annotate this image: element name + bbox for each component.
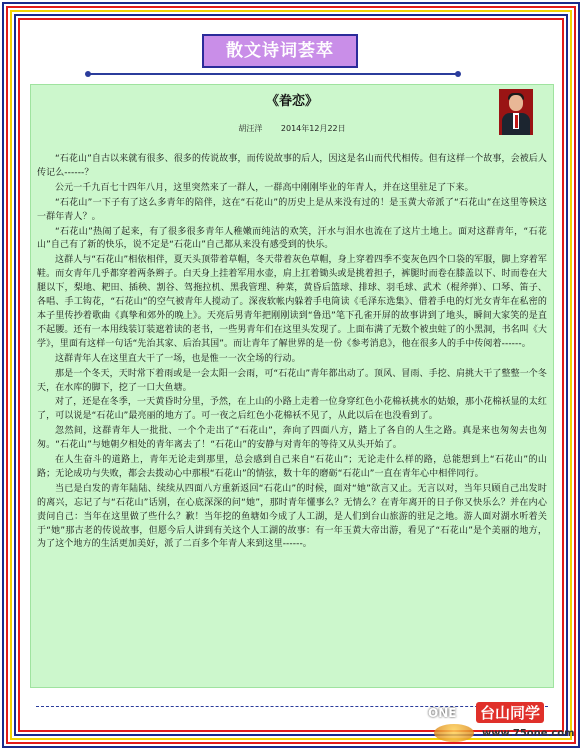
paragraph: 这群人与“石花山”相依相伴，夏天头顶带着草帽，冬天带着灰色草帽，身上穿着四季不变灰色四个口袋的军服，脚上穿着军鞋。而女青年几乎都穿着两条辫子。白天身上挂着军用水壶，肩上扛着锄头或是挑着担子，裤腿时而卷在膝盖以下、时而卷在大腿以下，梨地、耙田、插秧、割谷、驾拖拉机、黑我管理、种菜，黄昏后篮球、排球、羽毛球、武术（棍斧弹）、口琴、笛子、各唱、手工钩花，“石花山”的空气被青年人搅动了。深夜软帐内躲着手电筒读《毛泽东选集》、借着手电的灯光女青年在私密的本子里传抄着歌曲《真挚和郊外的晚上》。天亮后男青年把刚刚读到“鲁迅”笔下孔雀开屏的故事讲到了地头，瞬间大家笑的是直不起腰。还有一本用线装订装遮着读的老书，一些男青年们在这里头发现了。上面布满了无数个被虫蛀了的小黑洞，书名叫《大学》，里面有这样一句话“先治其家、后治其国”。而让青年了解世界的是一份《参考消息》，他在很多人的手中传阅着------。 xyxy=(37,255,547,349)
rule-dot-right xyxy=(455,71,461,77)
paragraph: “石花山”热闹了起来，有了很多很多青年人稚嫩而纯洁的欢笑，汗水与泪水也流在了这片土地上。面对这群青年，“石花山”自己有了新的快乐，说不定是“石花山”自己都从来没有感受到的快乐。 xyxy=(37,226,547,251)
paragraph: 那是一个冬天，天时常下着雨或是一会太阳一会雨，可“石花山”青年都出动了。顶风、冒雨、手挖、肩挑大干了整整一个冬天，在水库的脚下，挖了一口大鱼塘。 xyxy=(37,368,547,393)
watermark-brand: 台山同学 xyxy=(476,702,544,723)
paragraph: 忽然间，这群青年人一批批、一个个走出了“石花山”，奔向了四面八方，踏上了各自的人生之路。真是来也匆匆去也匆匆。“石花山”与她朝夕相处的青年离去了！“石花山”的安静与对青年的等待又从头开始了。 xyxy=(37,426,547,451)
globe-icon xyxy=(434,724,474,742)
paragraph: 公元一千九百七十四年八月，这里突然来了一群人，一群高中刚刚毕业的年青人，并在这里驻足了下来。 xyxy=(55,182,474,193)
paragraph: “石花山”自古以来就有很多、很多的传说故事，而传说故事的后人，因这是名山而代代相传。但有这样一个故事，会被后人传记么------？ xyxy=(37,154,547,178)
section-title: 散文诗词荟萃 xyxy=(202,34,358,68)
site-watermark xyxy=(428,700,578,746)
paragraph: 当已是白发的青年陆陆、续续从四面八方重新返回“石花山”的时候，面对“她”欲言又止。无言以对，当年只顾自己出发时的离兴，忘记了与“石花山”话别，在心底深深的问“她”，那时青年懂事么？无情么？在青年离开的日子你又快乐么？并在内心责问自己：当年在这里做了些什么？歉！当年挖的鱼塘如今成了人工湖，是人们到台山旅游的驻足之地。游人面对湖水听着关于“她”那古老的传说故事，但愿今后人讲到有关这个人工湖的故事：有一年玉黄大帝出游，看见了“石花山”是个美丽的地方，为了这个地方的生活更加美好，派了二百多个年青人来到这里------。 xyxy=(37,483,547,550)
paragraph: “石花山”一下子有了这么多青年的陪伴，这在“石花山”的历史上是从来没有过的！是玉黄大帝派了“石花山”在这里等候这一群年青人？。 xyxy=(37,197,547,222)
article-panel xyxy=(30,84,554,688)
paragraph: 对了，还是在冬季，一天黄昏时分里，予然，在上山的小路上走着一位身穿红色小花棉袄挑水的姑娘，那小花棉袄显的太红了，可以说是“石花山”最亮丽的地方了。可一夜之后红色小花棉袄不见了，从此以后在也没看到了。 xyxy=(37,397,547,422)
publish-date: 2014年12月22日 xyxy=(280,124,346,133)
paragraph: 在人生奋斗的道路上，青年无论走到那里，总会感到自己来自“石花山”；无论走什么样的路，总能想到上“石花山”的山路；无论成功与失败，都会去拨动心中那根“石花山”的情弦，数十年的磨砺“石花山”一直在青年心中相伴同行。 xyxy=(37,455,547,479)
watermark-one: ONE xyxy=(428,706,457,720)
header-divider xyxy=(88,73,458,75)
article-title: 《眷恋》 xyxy=(265,94,318,109)
author-name: 胡汪洋 xyxy=(238,124,263,133)
paragraph: 这群青年人在这里直大干了一场，也是惟一一次全场的行动。 xyxy=(55,353,301,364)
watermark-url: www.75one.com xyxy=(482,728,575,739)
article-body xyxy=(37,153,547,553)
byline xyxy=(31,123,553,134)
